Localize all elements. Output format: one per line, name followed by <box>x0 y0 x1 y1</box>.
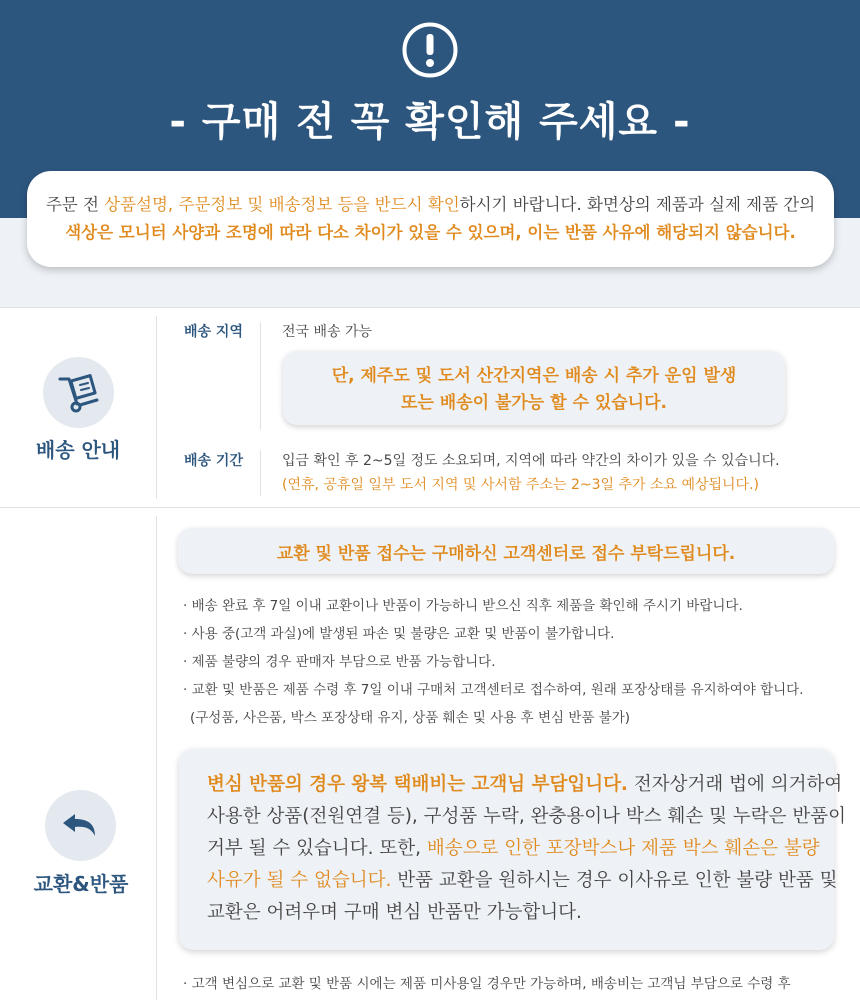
card-line <box>207 833 834 865</box>
list-item: · 제품 불량의 경우 판매자 부담으로 반품 가능합니다. <box>183 654 496 670</box>
notice-card <box>27 171 834 267</box>
list-item: · 사용 중(고객 과실)에 발생된 파손 및 불량은 교환 및 반품이 불가합니다. <box>183 626 615 642</box>
exchange-bottom-note: · 고객 변심으로 교환 및 반품 시에는 제품 미사용일 경우만 가능하며, 배송비는 고객님 부담으로 수령 후 <box>183 976 791 992</box>
exchange-bullet-list <box>183 592 804 732</box>
area-note-line: 또는 배송이 불가능 할 수 있습니다. <box>401 393 667 413</box>
notice-highlight: 상품설명, 주문정보 및 배송정보 등을 반드시 확인 <box>104 195 460 214</box>
section-vertical-divider <box>156 516 157 1000</box>
shipping-icon-badge <box>43 357 114 428</box>
page-title: - 구매 전 꼭 확인해 주세요 - <box>169 99 691 145</box>
shipping-period-label: 배송 기간 <box>184 453 243 469</box>
list-item: · 교환 및 반품은 제품 수령 후 7일 이내 구매처 고객센터로 접수하여, 원래 포장상태를 유지하여야 합니다. <box>183 682 804 698</box>
shipping-period-text: 입금 확인 후 2~5일 정도 소요되며, 지역에 따라 약간의 차이가 있을 수 있습니다. <box>282 453 780 469</box>
card-line: 사용한 상품(전원연결 등), 구성품 누락, 완충용이나 박스 훼손 및 누락은 반품이 <box>207 806 847 827</box>
card-line: 교환은 어려우며 구매 변심 반품만 가능합니다. <box>207 902 582 923</box>
return-policy-card <box>179 749 847 950</box>
notice-line-2: 색상은 모니터 사양과 조명에 따라 다소 차이가 있을 수 있으며, 이는 반품 사유에 해당되지 않습니다. <box>65 223 796 242</box>
shipping-area-note <box>283 351 785 425</box>
exchange-header: 교환 및 반품 접수는 구매하신 고객센터로 접수 부탁드립니다. <box>178 528 834 574</box>
card-highlight: 배송으로 인한 포장박스나 제품 박스 훼손은 불량 <box>426 838 820 859</box>
row-divider <box>260 322 261 430</box>
section-vertical-divider <box>156 316 157 499</box>
section-divider <box>0 307 860 308</box>
area-note-line: 단, 제주도 및 도서 산간지역은 배송 시 추가 운임 발생 <box>331 366 737 386</box>
return-arrow-icon <box>45 790 116 861</box>
list-item: · 배송 완료 후 7일 이내 교환이나 반품이 가능하니 받으신 직후 제품을 확인해 주시기 바랍니다. <box>183 598 743 614</box>
card-highlight: 사유가 될 수 없습니다. <box>207 870 392 891</box>
exchange-section-title: 교환&반품 <box>33 872 129 896</box>
notice-line-1 <box>27 191 834 219</box>
card-text: 반품 교환을 원하시는 경우 이사유로 인한 불량 반품 및 <box>391 870 838 891</box>
shipping-area-label: 배송 지역 <box>184 324 243 340</box>
exchange-icon-badge <box>45 790 116 861</box>
card-line <box>207 769 843 801</box>
notice-text: 주문 전 <box>45 195 105 214</box>
card-text: 거부 될 수 있습니다. 또한, <box>207 838 427 859</box>
shipping-section-title: 배송 안내 <box>35 438 121 462</box>
notice-text: 하시기 바랍니다. 화면상의 제품과 실제 제품 간의 <box>459 195 816 214</box>
shipping-area-text: 전국 배송 가능 <box>282 324 373 340</box>
hand-truck-icon <box>43 357 114 428</box>
section-divider <box>0 507 860 508</box>
row-divider <box>260 450 261 496</box>
alert-circle-icon <box>402 22 458 78</box>
card-highlight: 변심 반품의 경우 왕복 택배비는 고객님 부담입니다. <box>207 774 628 795</box>
shipping-period-note: (연휴, 공휴일 일부 도서 지역 및 사서함 주소는 2~3일 추가 소요 예상됩니다.) <box>282 477 759 493</box>
card-text: 전자상거래 법에 의거하여 <box>627 774 843 795</box>
list-item: (구성품, 사은품, 박스 포장상태 유지, 상품 훼손 및 사용 후 변심 반품 불가) <box>190 710 631 726</box>
card-line <box>207 865 838 897</box>
